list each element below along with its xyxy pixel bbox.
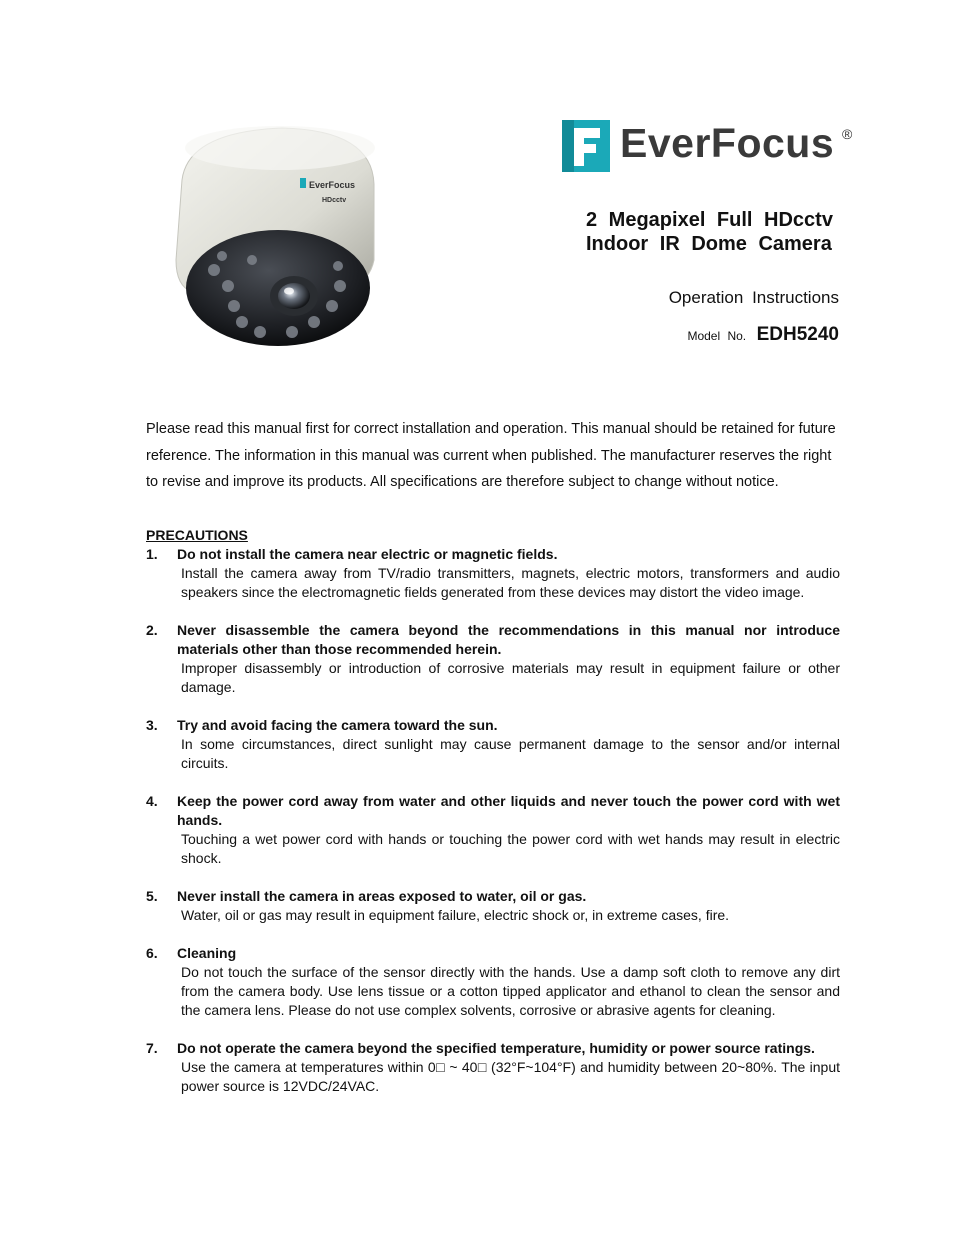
- precaution-item-6: [146, 944, 840, 1020]
- everfocus-logo-icon: [560, 118, 612, 174]
- intro-paragraph: Please read this manual first for correct installation and operation. This manual should be retained for future reference. The information in this manual was current when published. The manufacturer reserves the right to revise and improve its products. All specifications are therefore subject to change without notice.: [146, 421, 836, 490]
- everfocus-logo: [560, 116, 860, 178]
- precaution-body: In some circumstances, direct sunlight may cause permanent damage to the sensor and/or internal circuits.: [181, 736, 840, 771]
- precaution-body: Use the camera at temperatures within 0□ ~ 40□ (32°F~104°F) and humidity between 20~80%. The input power source is 12VDC/24VAC.: [181, 1059, 840, 1094]
- precaution-number: 6.: [146, 945, 158, 961]
- product-title: [586, 208, 846, 256]
- precaution-body: Improper disassembly or introduction of corrosive materials may result in equipment failure or other damage.: [181, 660, 840, 695]
- precaution-number: 1.: [146, 546, 158, 562]
- dome-camera-image: [142, 110, 390, 368]
- precaution-number: 2.: [146, 622, 158, 638]
- product-title-line1: 2 Megapixel Full HDcctv: [586, 209, 833, 231]
- precaution-title: Do not install the camera near electric or magnetic fields.: [177, 546, 558, 562]
- document-subtitle: Operation Instructions: [668, 288, 839, 307]
- precaution-number: 4.: [146, 793, 158, 809]
- precaution-title: Never disassemble the camera beyond the recommendations in this manual nor introduce materials other than those recommended herein.: [177, 622, 840, 657]
- precaution-title: Never install the camera in areas exposed to water, oil or gas.: [177, 888, 587, 904]
- precaution-item-3: [146, 716, 840, 773]
- product-title-line2: Indoor IR Dome Camera: [586, 233, 832, 255]
- brand-wordmark: EverFocus: [620, 120, 835, 166]
- precautions-section: [146, 526, 840, 1096]
- precaution-title: Do not operate the camera beyond the specified temperature, humidity or power source ratings.: [177, 1040, 815, 1056]
- precaution-title: Cleaning: [177, 945, 237, 961]
- precaution-number: 7.: [146, 1040, 158, 1056]
- precaution-title: Try and avoid facing the camera toward the sun.: [177, 717, 498, 733]
- registered-mark: ®: [842, 126, 853, 142]
- precaution-number: 3.: [146, 717, 158, 733]
- model-label: Model No.: [687, 329, 747, 343]
- precaution-item-5: [146, 887, 840, 925]
- precaution-title: Keep the power cord away from water and other liquids and never touch the power cord with wet hands.: [177, 793, 840, 828]
- precaution-body: Touching a wet power cord with hands or touching the power cord with wet hands may result in electric shock.: [181, 831, 840, 866]
- model-value: EDH5240: [756, 324, 839, 345]
- precaution-body: Do not touch the surface of the sensor directly with the hands. Use a damp soft cloth to remove any dirt from the camera body. Use lens tissue or a cotton tipped applicator and ethanol to clean the sensor and the camera lens. Please do not use complex solvents, corrosive or abrasive agents for cleaning.: [181, 964, 840, 1018]
- precaution-item-2: [146, 621, 840, 697]
- camera-sub-label: HDcctv: [322, 197, 347, 204]
- precaution-item-1: [146, 545, 840, 602]
- precaution-item-4: [146, 792, 840, 868]
- precaution-number: 5.: [146, 888, 158, 904]
- precautions-heading: PRECAUTIONS: [146, 527, 248, 543]
- precaution-body: Water, oil or gas may result in equipment failure, electric shock or, in extreme cases, fire.: [181, 907, 730, 923]
- precaution-item-7: [146, 1039, 840, 1096]
- camera-brand-icon: [300, 178, 306, 188]
- model-number: [687, 324, 839, 346]
- precaution-body: Install the camera away from TV/radio transmitters, magnets, electric motors, transformers and audio speakers since the electromagnetic fields generated from these devices may distort the video image.: [181, 565, 840, 600]
- camera-brand-label: EverFocus: [309, 180, 356, 190]
